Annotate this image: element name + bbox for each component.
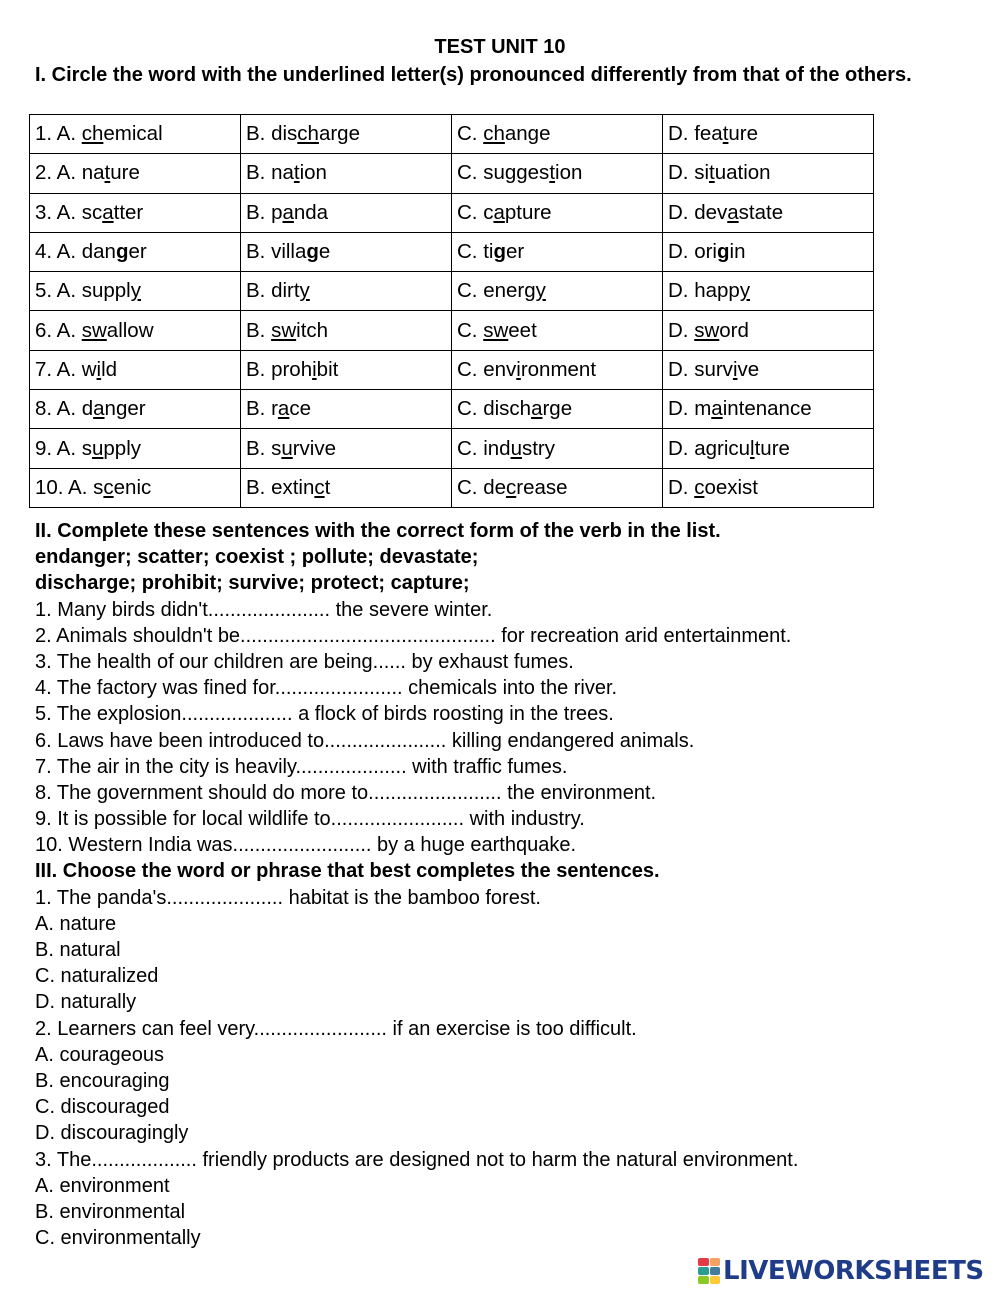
word-part: D. <box>668 318 695 342</box>
underlined-letters: i <box>732 357 738 381</box>
underlined-letters: a <box>493 200 505 224</box>
word-part: B. dirt <box>246 279 300 303</box>
q1-4-option-a[interactable] <box>30 232 241 271</box>
word-part: C. ti <box>457 240 494 264</box>
underlined-letters: sw <box>694 318 720 342</box>
word-part: 4. A. dan <box>35 240 116 264</box>
worksheet-body <box>35 518 985 1251</box>
table-row <box>30 154 874 193</box>
q1-5-option-a[interactable] <box>30 272 241 311</box>
underlined-letters: g <box>493 240 506 264</box>
underlined-letters: i <box>516 357 521 381</box>
underlined-letters: a <box>93 397 105 421</box>
underlined-letters: c <box>694 475 705 499</box>
word-part: eet <box>508 318 537 342</box>
word-part: C. <box>457 122 484 146</box>
q1-7-option-d[interactable] <box>663 350 874 389</box>
word-part: e <box>318 240 331 264</box>
word-part: D. si <box>668 161 709 185</box>
underlined-letters: u <box>510 436 522 460</box>
word-part: B. na <box>246 161 294 185</box>
underlined-letters: y <box>535 279 546 303</box>
word-part: pply <box>103 436 141 460</box>
word-list-line-2: discharge; prohibit; survive; protect; capture; <box>35 572 470 595</box>
underlined-letters: u <box>91 436 104 460</box>
word-part: ion <box>555 161 583 185</box>
word-part: C. ind <box>457 436 511 460</box>
s3-q2-option-b: B. encouraging <box>35 1069 170 1092</box>
pronunciation-table <box>29 114 874 508</box>
s3-q1-option-b: B. natural <box>35 939 121 961</box>
word-part: rvive <box>292 436 337 460</box>
q1-10-option-c[interactable] <box>452 468 663 507</box>
underlined-letters: a <box>711 397 723 421</box>
section-1-heading: I. Circle the word with the underlined letter(s) pronounced differently from that of the others. <box>35 64 912 86</box>
underlined-letters: g <box>115 240 129 264</box>
underlined-letters: g <box>306 240 319 264</box>
logo-tile <box>710 1276 721 1284</box>
s2-item-8: 8. The government should do more to........................ the environment. <box>35 781 657 804</box>
q1-5-option-c[interactable] <box>452 272 663 311</box>
word-list-line-1: endanger; scatter; coexist ; pollute; devastate; <box>35 546 479 569</box>
underlined-letters: a <box>727 200 739 224</box>
word-part: er <box>505 240 525 264</box>
word-part: ange <box>504 122 551 146</box>
logo-tile <box>710 1267 721 1275</box>
q1-1-option-c[interactable] <box>452 115 663 154</box>
underlined-letters: t <box>549 161 556 185</box>
word-part: D. <box>668 475 695 499</box>
word-part: D. m <box>668 397 712 421</box>
q1-8-option-d[interactable] <box>663 390 874 429</box>
word-part: C. sugges <box>457 161 550 185</box>
word-part: C. env <box>457 357 517 381</box>
word-part: D. agricu <box>668 436 751 460</box>
s3-question-2: 2. Learners can feel very........................ if an exercise is too difficult. <box>35 1017 637 1040</box>
table-row <box>30 272 874 311</box>
underlined-letters: sw <box>271 318 297 342</box>
q1-2-option-b[interactable] <box>241 154 452 193</box>
s2-item-1: 1. Many birds didn't...................... the severe winter. <box>35 598 493 621</box>
word-part: C. c <box>457 200 494 224</box>
word-part: 6. A. <box>35 318 82 342</box>
s3-q2-option-d: D. discouragingly <box>35 1122 189 1145</box>
logo-tile <box>698 1258 709 1266</box>
s3-q2-option-c: C. discouraged <box>35 1096 170 1119</box>
word-part: 7. A. w <box>35 357 97 381</box>
table-row <box>30 311 874 350</box>
word-part: ure <box>728 122 759 146</box>
word-part: rease <box>516 475 568 499</box>
underlined-letters: c <box>103 475 114 499</box>
word-part: 2. A. na <box>35 161 105 185</box>
word-part: t <box>324 475 331 499</box>
s3-q2-option-a: A. courageous <box>35 1043 164 1066</box>
underlined-letters: t <box>104 161 111 185</box>
word-part: oexist <box>704 475 759 499</box>
underlined-letters: sw <box>483 318 509 342</box>
s3-q1-option-d: D. naturally <box>35 991 137 1014</box>
word-part: intenance <box>722 397 812 421</box>
section-2-heading: II. Complete these sentences with the correct form of the verb in the list. <box>35 520 721 542</box>
page-title: TEST UNIT 10 <box>434 36 566 58</box>
word-part: nger <box>104 397 146 421</box>
logo-tile <box>710 1258 721 1266</box>
table-row <box>30 350 874 389</box>
s2-item-5: 5. The explosion.................... a flock of birds roosting in the trees. <box>35 703 614 726</box>
q1-7-option-b[interactable] <box>241 350 452 389</box>
word-part: itch <box>296 318 329 342</box>
s3-question-1: 1. The panda's..................... habitat is the bamboo forest. <box>35 886 541 909</box>
word-part: in <box>729 240 746 264</box>
s3-q3-option-c: C. environmentally <box>35 1227 201 1250</box>
word-part: D. fea <box>668 122 723 146</box>
s2-item-9: 9. It is possible for local wildlife to........................ with industry. <box>35 808 585 831</box>
q1-10-option-a[interactable] <box>30 468 241 507</box>
q1-5-option-d[interactable] <box>663 272 874 311</box>
word-part: ion <box>299 161 327 185</box>
word-part: 8. A. d <box>35 397 94 421</box>
word-part: B. p <box>246 200 283 224</box>
word-part: enic <box>113 475 152 499</box>
q1-4-option-c[interactable] <box>452 232 663 271</box>
word-part: D. happ <box>668 279 740 303</box>
logo-tile <box>698 1276 709 1284</box>
q1-10-option-b[interactable] <box>241 468 452 507</box>
logo-text: LIVEWORKSHEETS <box>723 1256 984 1286</box>
underlined-letters: t <box>293 161 300 185</box>
q1-4-option-b[interactable] <box>241 232 452 271</box>
word-part: uation <box>714 161 771 185</box>
underlined-letters: y <box>739 279 751 303</box>
liveworksheets-logo-icon <box>698 1258 720 1284</box>
word-part: C. de <box>457 475 506 499</box>
word-part: ce <box>289 397 311 421</box>
underlined-letters: a <box>277 397 290 421</box>
word-part: B. r <box>246 397 278 421</box>
underlined-letters: ch <box>81 122 104 146</box>
q1-2-option-c[interactable] <box>452 154 663 193</box>
underlined-letters: i <box>96 357 102 381</box>
q1-2-option-a[interactable] <box>30 154 241 193</box>
underlined-letters: a <box>282 200 294 224</box>
word-part: ve <box>737 357 760 381</box>
word-part: B. dis <box>246 122 298 146</box>
word-part: 10. A. s <box>35 475 104 499</box>
logo-tile <box>698 1267 709 1275</box>
s3-q3-option-b: B. environmental <box>35 1200 186 1223</box>
q1-3-option-c[interactable] <box>452 193 663 232</box>
s3-q3-option-a: A. environment <box>35 1174 170 1197</box>
underlined-letters: l <box>750 436 755 460</box>
word-part: stry <box>521 436 555 460</box>
q1-7-option-a[interactable] <box>30 350 241 389</box>
word-part: C. energ <box>457 279 536 303</box>
q1-1-option-d[interactable] <box>663 115 874 154</box>
underlined-letters: a <box>531 397 543 421</box>
q1-3-option-b[interactable] <box>241 193 452 232</box>
underlined-letters: sw <box>81 318 107 342</box>
q1-1-option-a[interactable] <box>30 115 241 154</box>
word-part: allow <box>106 318 154 342</box>
section-3-heading: III. Choose the word or phrase that best completes the sentences. <box>35 860 660 883</box>
word-part: B. <box>246 318 272 342</box>
table-row <box>30 232 874 271</box>
word-part: nda <box>293 200 329 224</box>
word-part: ld <box>101 357 118 381</box>
q1-7-option-c[interactable] <box>452 350 663 389</box>
underlined-letters: a <box>102 200 114 224</box>
s2-item-10: 10. Western India was......................... by a huge earthquake. <box>35 834 577 857</box>
table-row <box>30 429 874 468</box>
word-part: 3. A. sc <box>35 200 103 224</box>
s2-item-4: 4. The factory was fined for....................... chemicals into the river. <box>35 677 618 700</box>
table-row <box>30 390 874 429</box>
word-part: B. s <box>246 436 282 460</box>
word-part: C. disch <box>457 397 532 421</box>
q1-5-option-b[interactable] <box>241 272 452 311</box>
word-part: B. villa <box>246 240 307 264</box>
word-part: er <box>128 240 147 264</box>
word-part: emical <box>103 122 163 146</box>
q1-8-option-a[interactable] <box>30 390 241 429</box>
word-part: pture <box>504 200 552 224</box>
underlined-letters: g <box>716 240 730 264</box>
word-part: bit <box>316 357 339 381</box>
word-part: 9. A. s <box>35 436 92 460</box>
word-part: B. proh <box>246 357 313 381</box>
underlined-letters: c <box>314 475 325 499</box>
table-row <box>30 115 874 154</box>
underlined-letters: y <box>299 279 310 303</box>
q1-9-option-d[interactable] <box>663 429 874 468</box>
underlined-letters: ch <box>483 122 505 146</box>
q1-6-option-b[interactable] <box>241 311 452 350</box>
underlined-letters: t <box>722 122 729 146</box>
liveworksheets-logo[interactable] <box>698 1255 984 1287</box>
s2-item-7: 7. The air in the city is heavily.................... with traffic fumes. <box>35 755 568 778</box>
word-part: arge <box>318 122 360 146</box>
s2-item-2: 2. Animals shouldn't be.............................................. for recreation arid entertainment. <box>35 624 792 647</box>
table-row <box>30 468 874 507</box>
q1-9-option-c[interactable] <box>452 429 663 468</box>
s2-item-6: 6. Laws have been introduced to...................... killing endangered animals. <box>35 729 695 752</box>
word-part: rge <box>542 397 573 421</box>
q1-2-option-d[interactable] <box>663 154 874 193</box>
word-part: tter <box>113 200 144 224</box>
s3-question-3: 3. The................... friendly products are designed not to harm the natural environment. <box>35 1148 799 1171</box>
word-part: 1. A. <box>35 122 82 146</box>
word-part: ture <box>754 436 790 460</box>
underlined-letters: i <box>312 357 317 381</box>
word-part: C. <box>457 318 484 342</box>
word-part: state <box>738 200 784 224</box>
word-part: 5. A. suppl <box>35 279 131 303</box>
q1-3-option-d[interactable] <box>663 193 874 232</box>
underlined-letters: c <box>506 475 517 499</box>
word-part: ronment <box>520 357 597 381</box>
s2-item-3: 3. The health of our children are being...... by exhaust fumes. <box>35 650 574 673</box>
q1-1-option-b[interactable] <box>241 115 452 154</box>
word-part: ord <box>719 318 749 342</box>
underlined-letters: u <box>281 436 293 460</box>
q1-3-option-a[interactable] <box>30 193 241 232</box>
q1-9-option-b[interactable] <box>241 429 452 468</box>
table-row <box>30 193 874 232</box>
q1-6-option-a[interactable] <box>30 311 241 350</box>
s3-q1-option-a: A. nature <box>35 912 117 935</box>
s3-q1-option-c: C. naturalized <box>35 965 159 988</box>
word-part: D. ori <box>668 240 717 264</box>
q1-10-option-d[interactable] <box>663 468 874 507</box>
underlined-letters: y <box>130 279 141 303</box>
q1-8-option-c[interactable] <box>452 390 663 429</box>
q1-8-option-b[interactable] <box>241 390 452 429</box>
word-part: D. surv <box>668 357 733 381</box>
word-part: B. extin <box>246 475 315 499</box>
word-part: D. dev <box>668 200 728 224</box>
underlined-letters: ch <box>297 122 319 146</box>
word-part: ure <box>110 161 140 185</box>
q1-6-option-d[interactable] <box>663 311 874 350</box>
q1-6-option-c[interactable] <box>452 311 663 350</box>
underlined-letters: t <box>709 161 715 185</box>
q1-9-option-a[interactable] <box>30 429 241 468</box>
q1-4-option-d[interactable] <box>663 232 874 271</box>
